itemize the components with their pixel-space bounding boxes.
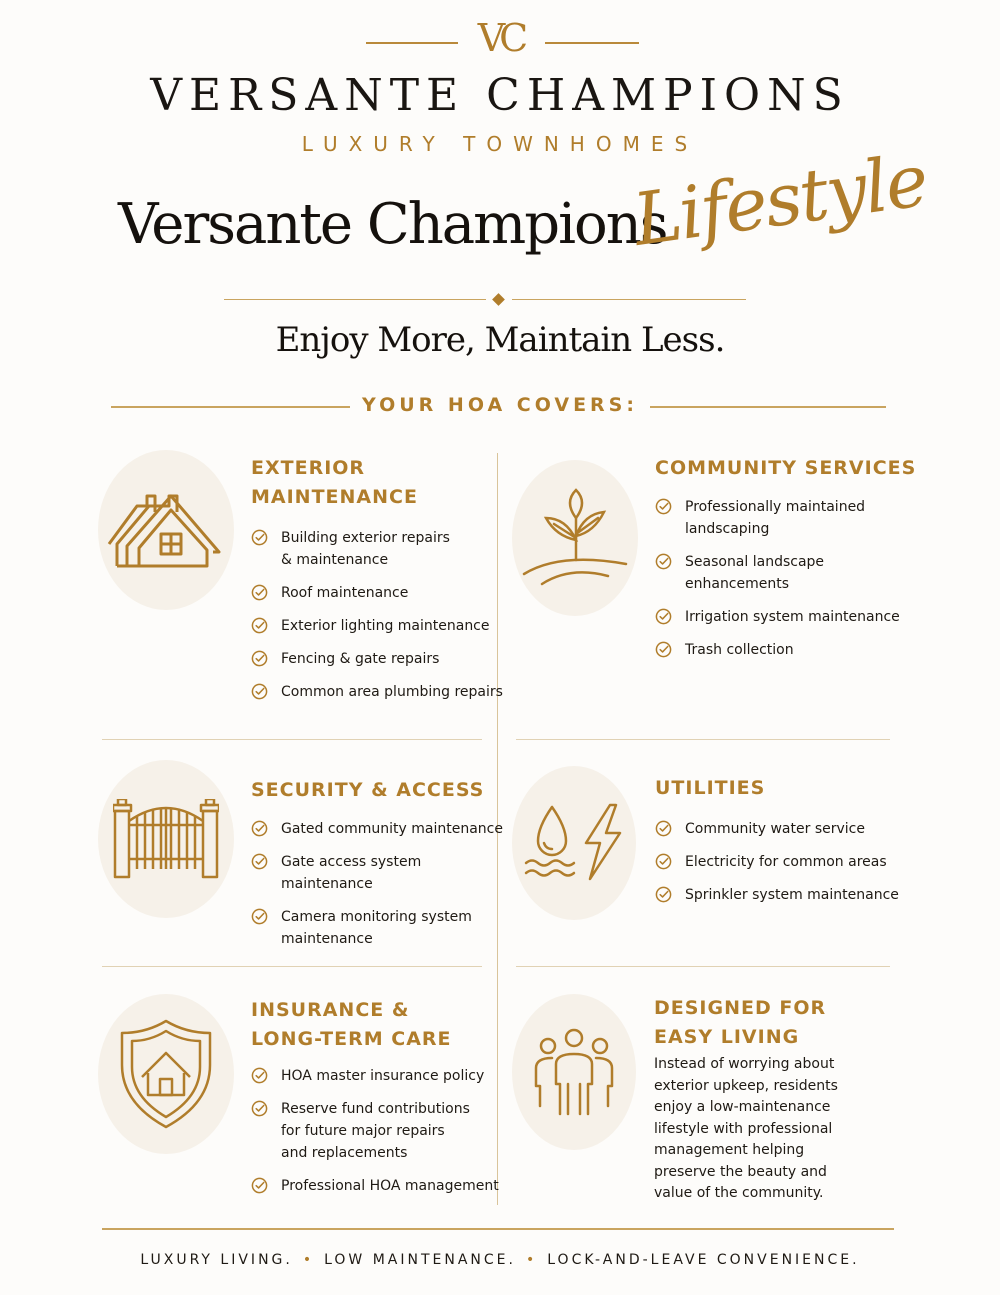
- checklist-item-text: Camera monitoring system: [281, 909, 472, 925]
- check-icon: [655, 853, 672, 870]
- checklist-item: [655, 606, 900, 628]
- headline-divider-left: [224, 299, 486, 300]
- community-list: [655, 496, 900, 672]
- checklist-item-text: Reserve fund contributions: [281, 1101, 470, 1117]
- logo-monogram: VC: [477, 16, 523, 60]
- insurance-title-line2: LONG-TERM CARE: [251, 1028, 452, 1050]
- designed-title-line2: EASY LIVING: [654, 1026, 800, 1048]
- check-icon: [251, 529, 268, 546]
- brand-name: VERSANTE CHAMPIONS: [150, 70, 850, 121]
- plant-icon: [520, 488, 630, 588]
- covers-label: YOUR HOA COVERS:: [362, 394, 638, 416]
- checklist-item-text: landscaping: [685, 521, 770, 537]
- checklist-item-text: Irrigation system maintenance: [685, 609, 900, 625]
- community-icon-circle: [512, 460, 638, 616]
- check-icon: [251, 853, 268, 870]
- water-electric-icon: [524, 803, 624, 883]
- designed-line: exterior upkeep, residents: [654, 1077, 838, 1094]
- checklist-item: [655, 639, 900, 661]
- checklist-item-text: Professionally maintained: [685, 499, 866, 515]
- checklist-item: [655, 851, 899, 873]
- checklist-item-text: maintenance: [281, 931, 373, 947]
- check-icon: [655, 820, 672, 837]
- check-icon: [251, 1100, 268, 1117]
- people-icon: [534, 1028, 614, 1116]
- row-divider-1-left: [102, 739, 482, 740]
- checklist-item: [655, 551, 900, 595]
- footer-separator: •: [525, 1252, 538, 1268]
- row-divider-2-left: [102, 966, 482, 967]
- designed-title-line1: DESIGNED FOR: [654, 997, 827, 1019]
- checklist-item-text: Trash collection: [685, 642, 794, 658]
- check-icon: [251, 908, 268, 925]
- row-divider-1-right: [516, 739, 890, 740]
- footer-part-3: LOCK-AND-LEAVE CONVENIENCE.: [547, 1252, 860, 1268]
- checklist-item-text: Sprinkler system maintenance: [685, 887, 899, 903]
- footer-part-1: LUXURY LIVING.: [140, 1252, 293, 1268]
- checklist-item-text: and replacements: [281, 1145, 408, 1161]
- checklist-item-text: Fencing & gate repairs: [281, 651, 440, 667]
- check-icon: [655, 553, 672, 570]
- designed-icon-circle: [512, 994, 636, 1150]
- checklist-item: [251, 1065, 499, 1087]
- check-icon: [251, 650, 268, 667]
- designed-line: preserve the beauty and: [654, 1163, 827, 1180]
- footer-part-2: LOW MAINTENANCE.: [324, 1252, 516, 1268]
- check-icon: [251, 584, 268, 601]
- checklist-item-text: & maintenance: [281, 552, 389, 568]
- utilities-title: UTILITIES: [655, 777, 766, 799]
- checklist-item-text: maintenance: [281, 876, 373, 892]
- checklist-item: [655, 884, 899, 906]
- check-icon: [251, 617, 268, 634]
- checklist-item: [251, 1175, 499, 1197]
- utilities-list: [655, 818, 899, 917]
- checklist-item: [251, 527, 503, 571]
- checklist-item-text: Gate access system: [281, 854, 422, 870]
- checklist-item-text: Building exterior repairs: [281, 530, 450, 546]
- exterior-title: [251, 454, 418, 512]
- checklist-item-text: Professional HOA management: [281, 1178, 499, 1194]
- footer-tagline: [0, 1252, 1000, 1268]
- utilities-icon-circle: [512, 766, 636, 920]
- checklist-item-text: Seasonal landscape: [685, 554, 825, 570]
- security-list: [251, 818, 503, 961]
- row-divider-2-right: [516, 966, 890, 967]
- checklist-item: [251, 818, 503, 840]
- designed-line: Instead of worrying about: [654, 1056, 835, 1072]
- checklist-item-text: for future major repairs: [281, 1123, 445, 1139]
- checklist-item-text: enhancements: [685, 576, 790, 592]
- checklist-item-text: Gated community maintenance: [281, 821, 503, 837]
- checklist-item: [251, 582, 503, 604]
- designed-title: [654, 994, 826, 1052]
- checklist-item-text: Exterior lighting maintenance: [281, 618, 490, 634]
- headline-script-word: Lifestyle: [628, 137, 932, 262]
- checklist-item: [251, 906, 503, 950]
- checklist-item: [251, 1098, 499, 1164]
- designed-line: enjoy a low-maintenance: [654, 1099, 831, 1115]
- check-icon: [655, 641, 672, 658]
- insurance-title-line1: INSURANCE &: [251, 999, 410, 1021]
- check-icon: [655, 498, 672, 515]
- shield-house-icon: [120, 1019, 212, 1129]
- insurance-list: [251, 1065, 499, 1208]
- checklist-item: [251, 681, 503, 703]
- check-icon: [655, 608, 672, 625]
- community-title: COMMUNITY SERVICES: [655, 457, 917, 479]
- exterior-title-line2: MAINTENANCE: [251, 486, 418, 508]
- designed-line: lifestyle with professional: [654, 1120, 833, 1137]
- insurance-title: [251, 996, 452, 1054]
- checklist-item: [655, 818, 899, 840]
- footer-divider: [102, 1228, 894, 1230]
- exterior-icon-circle: [98, 450, 234, 610]
- designed-paragraph: [654, 1054, 838, 1205]
- footer-separator: •: [302, 1252, 315, 1268]
- checklist-item-text: Roof maintenance: [281, 585, 409, 601]
- check-icon: [251, 683, 268, 700]
- security-icon-circle: [98, 760, 234, 918]
- checklist-item: [251, 851, 503, 895]
- check-icon: [655, 886, 672, 903]
- exterior-list: [251, 527, 503, 714]
- checklist-item: [655, 496, 900, 540]
- designed-line: value of the community.: [654, 1185, 824, 1201]
- covers-line-right: [650, 406, 886, 408]
- check-icon: [251, 1067, 268, 1084]
- checklist-item-text: Community water service: [685, 821, 865, 837]
- checklist-item: [251, 615, 503, 637]
- tagline: Enjoy More, Maintain Less.: [275, 320, 725, 360]
- divider-diamond: [492, 293, 505, 306]
- checklist-item-text: HOA master insurance policy: [281, 1068, 485, 1084]
- check-icon: [251, 820, 268, 837]
- security-title: SECURITY & ACCESS: [251, 779, 485, 801]
- designed-line: management helping: [654, 1142, 805, 1158]
- insurance-icon-circle: [98, 994, 234, 1154]
- exterior-title-line1: EXTERIOR: [251, 457, 366, 479]
- gate-icon: [113, 799, 219, 879]
- check-icon: [251, 1177, 268, 1194]
- checklist-item-text: Electricity for common areas: [685, 854, 887, 870]
- checklist-item: [251, 648, 503, 670]
- page-headline: Versante Champions: [118, 192, 667, 257]
- checklist-item-text: Common area plumbing repairs: [281, 684, 503, 700]
- brand-subtitle: LUXURY TOWNHOMES: [301, 132, 699, 156]
- house-icon: [107, 492, 225, 568]
- headline-divider-right: [512, 299, 746, 300]
